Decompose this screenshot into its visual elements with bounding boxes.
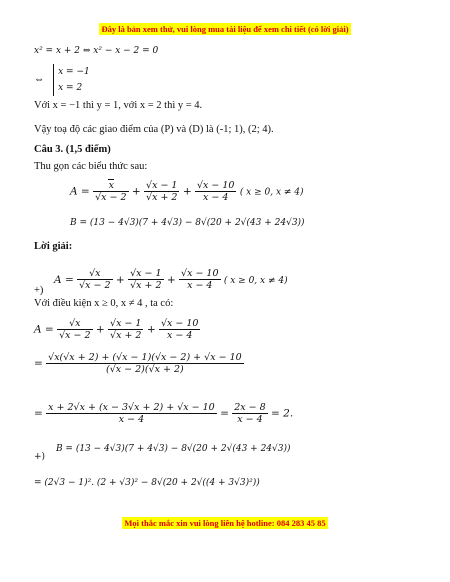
- solution-B-expression: B = (13 − 4√3)(7 + 4√3) − 8√(20 + 2√(43 + 24√3)): [55, 444, 291, 454]
- expression-A: A = $\frac{x}{√x - 2}$ + $\frac{√x - 1}{√x + 2}$ + $\frac{√x - 10}{x - 4}$ ( x ≥ 0, x ≠ 4): [70, 180, 304, 203]
- expansion-denominator: (√x − 2)(√x + 2): [106, 364, 184, 375]
- simplified-numerator: 2x − 8: [234, 402, 266, 413]
- condition-A-2: ( x ≥ 0, x ≠ 4): [223, 275, 288, 286]
- solution-x2: x = 2: [58, 83, 83, 93]
- simplification-denominator: x − 4: [118, 414, 145, 425]
- solution-brace: [53, 64, 90, 96]
- hotline-banner-text: Mọi thắc mắc xin vui lòng liên hệ hotline: 084 283 45 85: [124, 518, 326, 528]
- equation-line: x² = x + 2 ⇔ x² − x − 2 = 0: [34, 46, 159, 56]
- question-title: Câu 3. (1,5 điểm): [34, 144, 111, 155]
- expression-A-restated: A = $\frac{√x}{√x - 2}$ + $\frac{√x - 1}{√x + 2}$ + $\frac{√x - 10}{x - 4}$: [34, 318, 199, 341]
- equivalence-symbol: ⇔: [34, 74, 45, 86]
- question-text: Thu gọn các biểu thức sau:: [34, 161, 148, 172]
- expansion-numerator: √x(√x + 2) + (√x − 1)(√x − 2) + √x − 10: [48, 352, 242, 363]
- expression-B: B = (13 − 4√3)(7 + 4√3) − 8√(20 + 2√(43 + 24√3)): [70, 218, 305, 228]
- simplification-numerator: x + 2√x + (x − 3√x + 2) + √x − 10: [48, 402, 215, 413]
- condition-line: Với điều kiện x ≥ 0, x ≠ 4 , ta có:: [34, 298, 174, 309]
- substitution-line: Với x = −1 thì y = 1, với x = 2 thì y = 4.: [34, 100, 203, 111]
- solution-label: Lời giải:: [34, 241, 73, 252]
- system-of-solutions: [34, 64, 90, 96]
- condition-A: ( x ≥ 0, x ≠ 4): [239, 187, 304, 198]
- solution-x1: x = −1: [58, 67, 90, 77]
- conclusion-line: Vậy toạ độ các giao điểm của (P) và (D) là (-1; 1), (2; 4).: [34, 124, 274, 135]
- preview-banner: [0, 24, 450, 34]
- preview-banner-text: Đây là bản xem thử, vui lòng mua tài liệu để xem chi tiết (có lời giải): [101, 24, 349, 34]
- hotline-banner: [0, 518, 450, 528]
- solution-A-line: +) A = $\frac{√x}{√x - 2}$ + $\frac{√x - 1}{√x + 2}$ + $\frac{√x - 10}{x - 4}$ ( x ≥ 0, x ≠ 4): [34, 268, 288, 296]
- expansion-step: = $\frac{√x(√x + 2) + (√x - 1)(√x - 2) + √x - 10}{(√x - 2)(√x + 2)}$: [34, 352, 242, 375]
- plus-marker: +): [34, 284, 44, 296]
- solution-B-step: = (2√3 − 1)². (2 + √3)² − 8√(20 + 2√((4 + 3√3)²)): [34, 478, 260, 488]
- result-value: = 2: [271, 407, 290, 420]
- simplification-step: = $\frac{x + 2√x + (x - 3√x + 2) + √x - 10}{x - 4}$ = $\frac{2x - 8}{x - 4}$ = 2.: [34, 402, 294, 425]
- solution-B-line: +) B = (13 − 4√3)(7 + 4√3) − 8√(20 + 2√(43 + 24√3)): [34, 444, 291, 462]
